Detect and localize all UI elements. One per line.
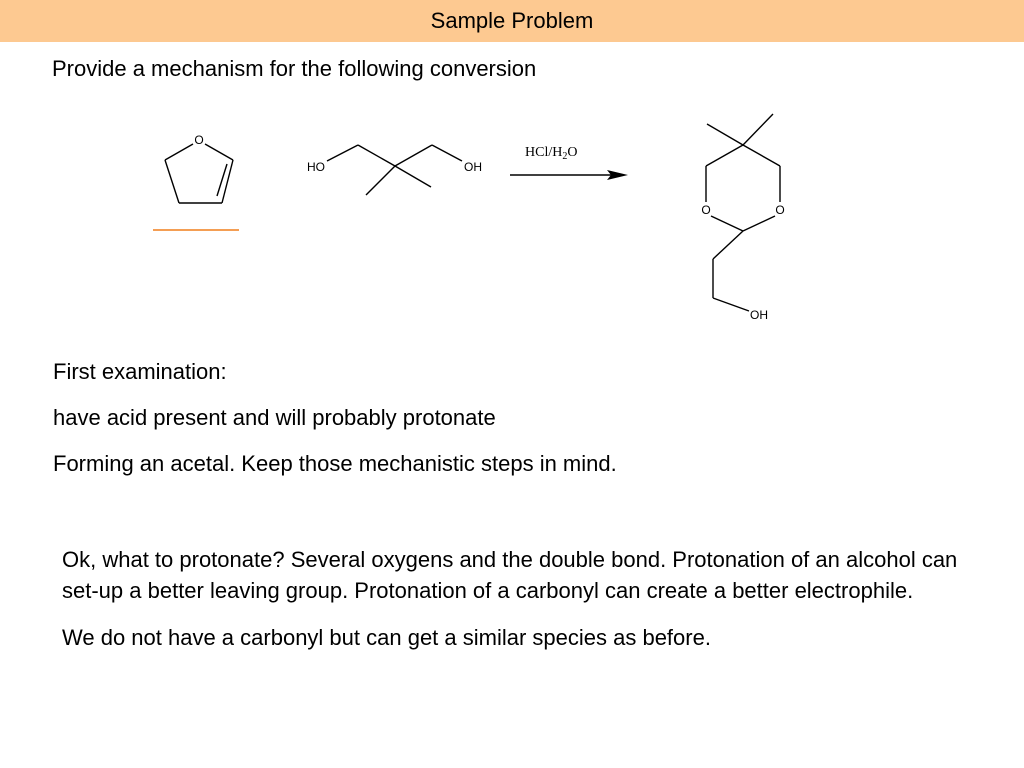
bond (165, 144, 193, 160)
discussion-paragraph: Ok, what to protonate? Several oxygens and the double bond. Protonation of an alcohol can set-up a better leaving group. Protonation of a carbonyl can create a better electrophile. (62, 547, 958, 603)
bond (432, 145, 462, 161)
problem-prompt: Provide a mechanism for the following conversion (52, 56, 537, 81)
bond (366, 166, 395, 195)
note-line: have acid present and will probably protonate (53, 405, 496, 430)
atom-label: O (701, 203, 711, 217)
first-examination-notes (53, 358, 617, 496)
bond (358, 145, 395, 166)
bond (395, 145, 432, 166)
bond (205, 144, 233, 160)
atom-label: OH (750, 308, 768, 322)
atom-label: O (775, 203, 785, 217)
bond (706, 145, 743, 166)
atom-label: O (194, 133, 204, 147)
bond (743, 145, 780, 166)
bond (743, 216, 775, 231)
bond (327, 145, 358, 161)
discussion-paragraph: We do not have a carbonyl but can get a similar species as before. (62, 625, 711, 650)
slide-title: Sample Problem (430, 8, 594, 33)
bond (395, 166, 431, 187)
bond (743, 114, 773, 145)
bond (713, 231, 743, 259)
note-line: First examination: (53, 359, 227, 384)
diol-structure (307, 145, 482, 195)
title-bar (0, 0, 1024, 42)
bond (713, 298, 749, 311)
protonation-discussion (62, 544, 992, 669)
product-structure (701, 114, 784, 322)
bond (707, 124, 743, 145)
bond (165, 160, 179, 203)
reagent-label: HCl/$H_2O$ (525, 145, 578, 162)
atom-label: OH (464, 160, 482, 174)
reaction-arrow (510, 145, 628, 180)
dihydrofuran-structure (165, 133, 233, 203)
bond (222, 160, 233, 203)
bond (711, 216, 743, 231)
atom-label: HO (307, 160, 325, 174)
note-line: Forming an acetal. Keep those mechanistic steps in mind. (53, 451, 617, 476)
reaction-scheme (0, 100, 1024, 340)
